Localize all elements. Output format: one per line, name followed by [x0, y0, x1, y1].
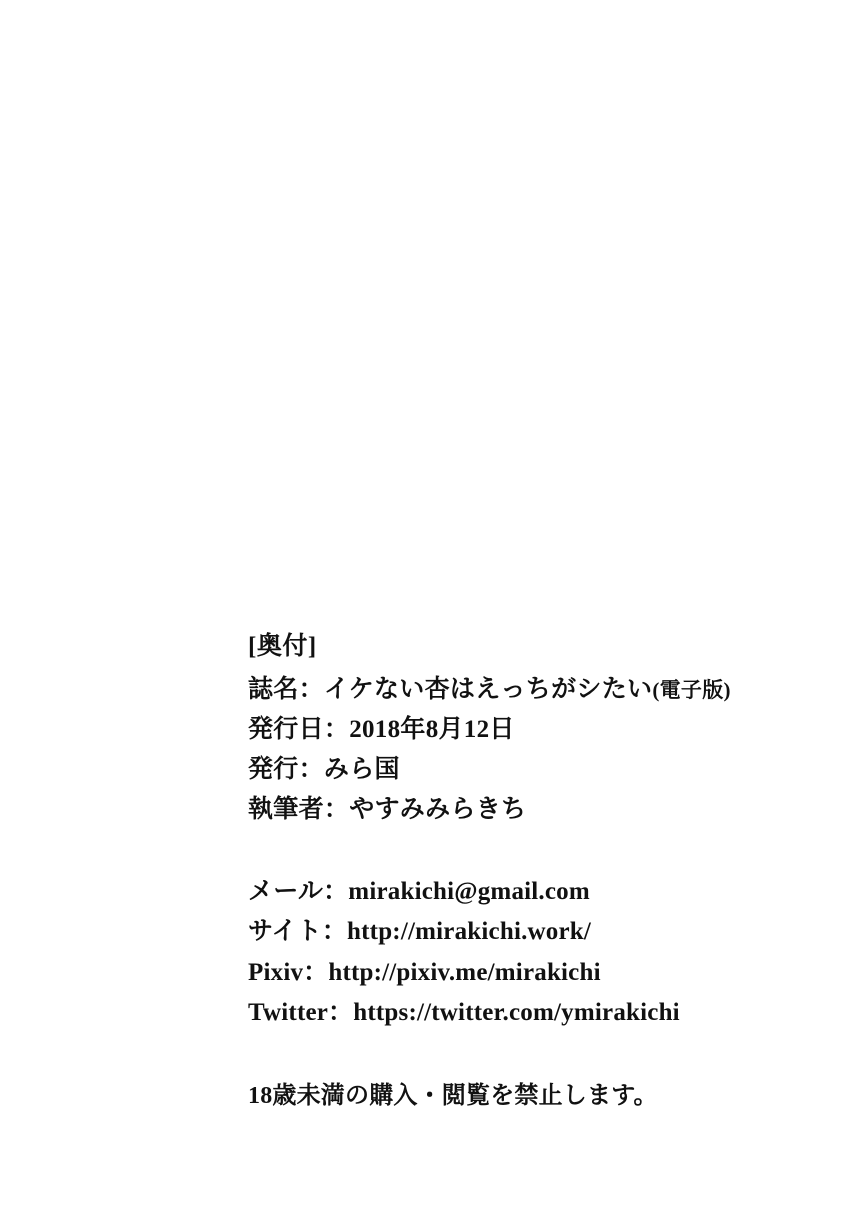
meta-publisher-text: 発行：みら国 [248, 755, 400, 783]
contact-row-pixiv: Pixiv：http://pixiv.me/mirakichi [248, 958, 601, 986]
meta-row-date [248, 710, 828, 750]
meta-row-author [248, 790, 828, 830]
meta-title-suffix: (電子版) [652, 677, 731, 702]
contact-notice-spacer [248, 1034, 828, 1078]
meta-row-title [248, 670, 828, 710]
contact-list [248, 872, 828, 1034]
age-restriction-notice: 18歳未満の購入・閲覧を禁止します。 [248, 1082, 658, 1109]
age-notice-block [248, 1078, 828, 1114]
meta-date-text: 発行日：2018年8月12日 [248, 715, 515, 743]
meta-title-text: 誌名：イケない杏はえっちがシたい [248, 675, 653, 703]
publication-meta-list [248, 670, 828, 830]
meta-author-text: 執筆者：やすみみらきち [248, 795, 527, 823]
contact-row-twitter: Twitter：https://twitter.com/ymirakichi [248, 999, 680, 1027]
meta-row-publisher [248, 750, 828, 790]
colophon-heading: [奥付] [248, 633, 317, 660]
contact-row-mail: メール：mirakichi@gmail.com [248, 877, 590, 905]
colophon-block [248, 630, 828, 1114]
contact-row-site: サイト：http://mirakichi.work/ [248, 918, 592, 946]
meta-contact-spacer [248, 830, 828, 872]
